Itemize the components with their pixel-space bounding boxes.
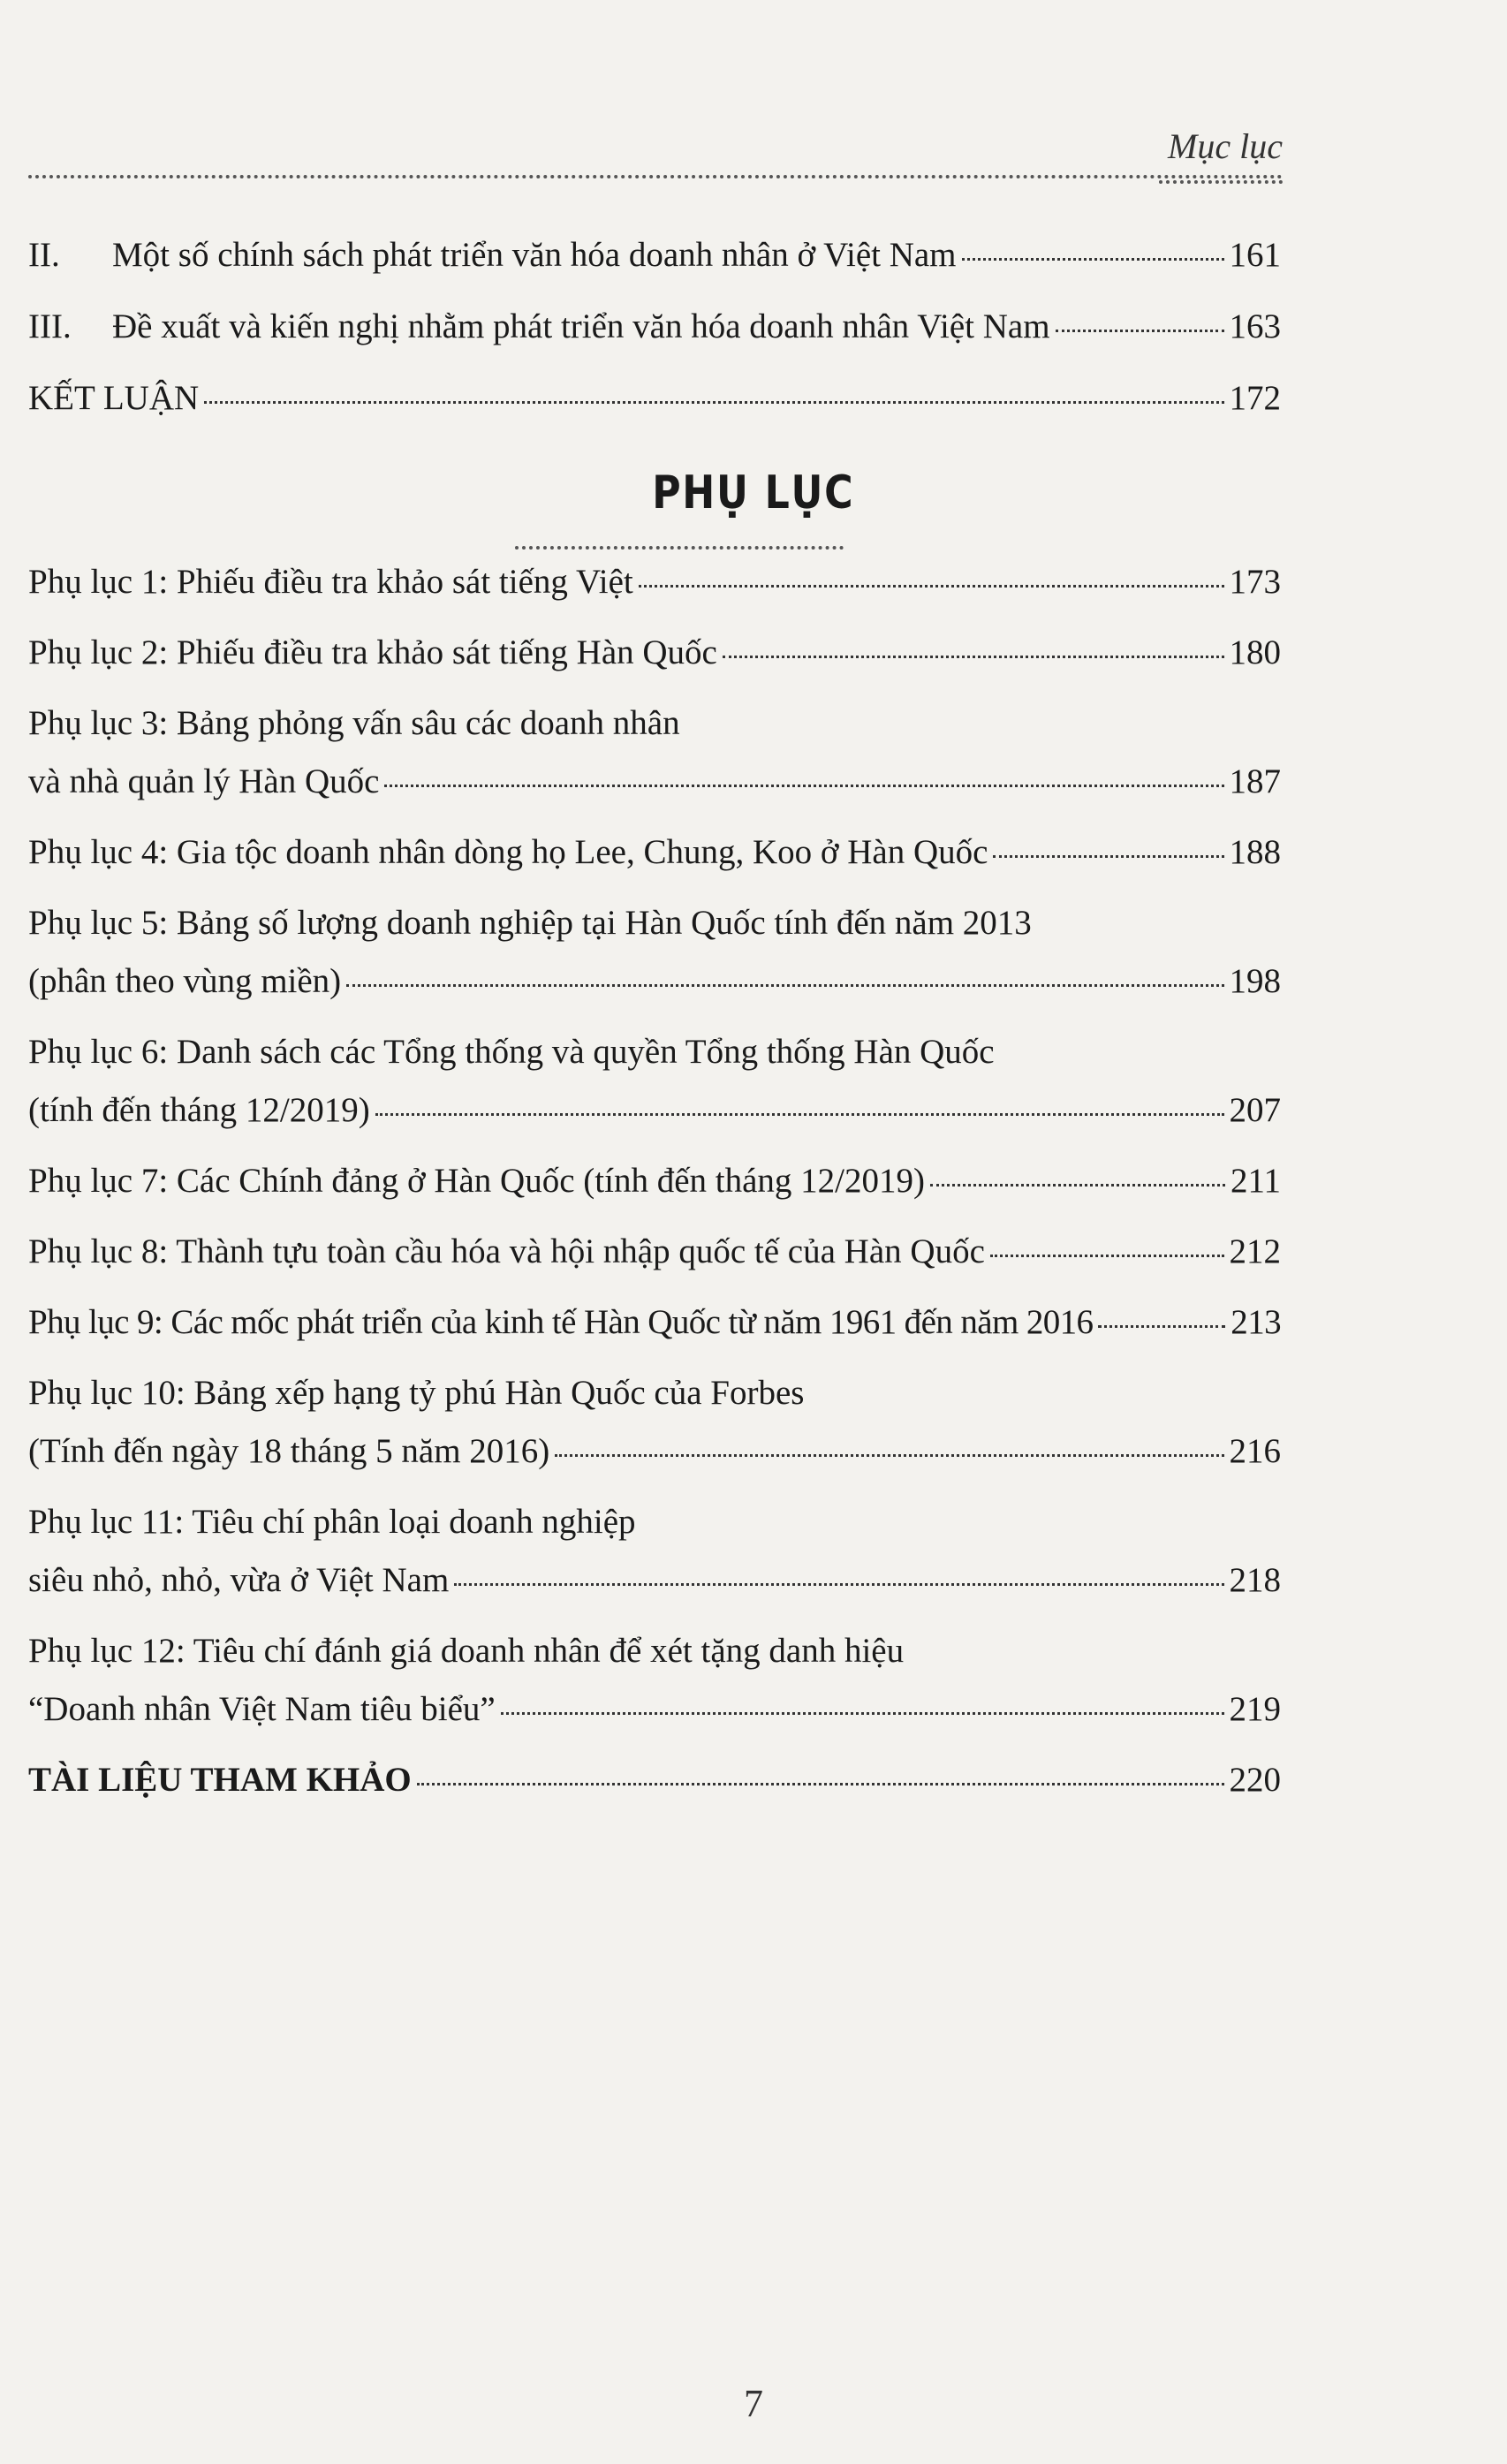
toc-entry-page: 216	[1229, 1432, 1281, 1470]
dot-leader	[375, 1113, 1224, 1116]
toc-entry-text: Phụ lục 7: Các Chính đảng ở Hàn Quốc (tính đến tháng 12/2019)	[28, 1162, 925, 1200]
toc-entry-page: 198	[1229, 962, 1281, 1000]
toc-entry-text: Phụ lục 11: Tiêu chí phân loại doanh nghiệp	[28, 1503, 636, 1541]
toc-entry-page: 212	[1229, 1232, 1281, 1270]
toc-entry	[28, 1364, 1281, 1481]
toc-entry-text: Phụ lục 1: Phiếu điều tra khảo sát tiếng Việt	[28, 563, 633, 601]
running-header-title: Mục lục	[1161, 125, 1283, 167]
toc-appendix-section	[28, 553, 1281, 1809]
toc-entry-text: Phụ lục 10: Bảng xếp hạng tỷ phú Hàn Quốc của Forbes	[28, 1374, 805, 1412]
toc-entry	[28, 298, 1281, 356]
dot-leader	[417, 1783, 1224, 1785]
toc-entry	[28, 694, 1281, 811]
dot-leader	[1056, 330, 1224, 332]
toc-entry-text: KẾT LUẬN	[28, 379, 200, 417]
toc-entry	[28, 1152, 1281, 1210]
toc-entry	[28, 624, 1281, 682]
toc-entry-text: Đề xuất và kiến nghị nhằm phát triển văn hóa doanh nhân Việt Nam	[112, 307, 1050, 345]
toc-entry-text-continued: “Doanh nhân Việt Nam tiêu biểu”	[28, 1690, 496, 1728]
dot-leader	[930, 1184, 1225, 1187]
dot-leader	[454, 1583, 1223, 1586]
header-dotted-rule	[28, 175, 1283, 178]
toc-entry-text: Phụ lục 12: Tiêu chí đánh giá doanh nhân để xét tặng danh hiệu	[28, 1632, 905, 1670]
toc-entry-text: Phụ lục 8: Thành tựu toàn cầu hóa và hội nhập quốc tế của Hàn Quốc	[28, 1232, 985, 1270]
toc-entry	[28, 1622, 1281, 1739]
toc-entry	[28, 823, 1281, 882]
toc-top-section	[28, 226, 1281, 428]
toc-entry-text: Phụ lục 3: Bảng phỏng vấn sâu các doanh nhân	[28, 704, 680, 742]
toc-entry-page: 172	[1229, 379, 1281, 417]
toc-entry-page: 187	[1229, 762, 1281, 800]
running-header	[28, 125, 1283, 182]
section-heading-dotted-rule	[515, 546, 844, 550]
toc-entry-text-continued: siêu nhỏ, nhỏ, vừa ở Việt Nam	[28, 1561, 450, 1599]
toc-entry-text: Phụ lục 4: Gia tộc doanh nhân dòng họ Lee, Chung, Koo ở Hàn Quốc	[28, 833, 988, 871]
toc-entry	[28, 1223, 1281, 1281]
toc-entry	[28, 1023, 1281, 1140]
toc-entry	[28, 553, 1281, 611]
dot-leader	[723, 656, 1224, 658]
toc-entry-text-continued: (phân theo vùng miền)	[28, 962, 342, 1000]
toc-entry-page: 173	[1229, 563, 1281, 601]
toc-entry	[28, 1293, 1281, 1352]
toc-entry-page: 161	[1229, 236, 1281, 274]
toc-entry-page: 220	[1229, 1761, 1281, 1799]
toc-entry-page: 219	[1229, 1690, 1281, 1728]
toc-entry-number: III.	[28, 307, 72, 345]
toc-entry-text: Phụ lục 5: Bảng số lượng doanh nghiệp tại Hàn Quốc tính đến năm 2013	[28, 904, 1032, 942]
toc-entry-page: 218	[1229, 1561, 1281, 1599]
dot-leader	[993, 855, 1223, 858]
dot-leader	[962, 258, 1224, 261]
dot-leader	[501, 1712, 1224, 1715]
toc-entry-text-continued: và nhà quản lý Hàn Quốc	[28, 762, 380, 800]
dot-leader	[346, 984, 1223, 987]
toc-entry-page: 188	[1229, 833, 1281, 871]
section-heading	[0, 466, 1507, 519]
toc-entry-text-continued: (Tính đến ngày 18 tháng 5 năm 2016)	[28, 1432, 550, 1470]
dot-leader	[555, 1454, 1223, 1457]
toc-entry-page: 163	[1229, 307, 1281, 345]
dot-leader	[639, 585, 1224, 588]
header-title-underline	[1159, 180, 1283, 184]
dot-leader	[204, 401, 1223, 404]
toc-entry	[28, 1493, 1281, 1610]
toc-entry	[28, 369, 1281, 428]
toc-entry-text: TÀI LIỆU THAM KHẢO	[28, 1761, 412, 1799]
toc-entry-page: 180	[1229, 633, 1281, 671]
dot-leader	[990, 1255, 1224, 1257]
toc-entry-text: Phụ lục 9: Các mốc phát triển của kinh tế Hàn Quốc từ năm 1961 đến năm 2016	[28, 1303, 1094, 1341]
dot-leader	[384, 785, 1223, 787]
toc-entry-page: 207	[1229, 1091, 1281, 1129]
toc-entry	[28, 894, 1281, 1011]
section-heading-text: PHỤ LỤC	[652, 466, 855, 519]
page-number: 7	[744, 2382, 763, 2425]
dot-leader	[1098, 1325, 1225, 1328]
toc-entry-text-continued: (tính đến tháng 12/2019)	[28, 1091, 370, 1129]
toc-entry-number: II.	[28, 236, 60, 274]
toc-entry-text: Phụ lục 2: Phiếu điều tra khảo sát tiếng Hàn Quốc	[28, 633, 717, 671]
toc-entry-text: Một số chính sách phát triển văn hóa doanh nhân ở Việt Nam	[112, 236, 957, 274]
toc-entry-page: 211	[1230, 1162, 1281, 1200]
toc-entry-text: Phụ lục 6: Danh sách các Tổng thống và quyền Tổng thống Hàn Quốc	[28, 1033, 995, 1071]
toc-entry-references	[28, 1751, 1281, 1809]
toc-entry	[28, 226, 1281, 284]
toc-entry-page: 213	[1231, 1303, 1281, 1341]
